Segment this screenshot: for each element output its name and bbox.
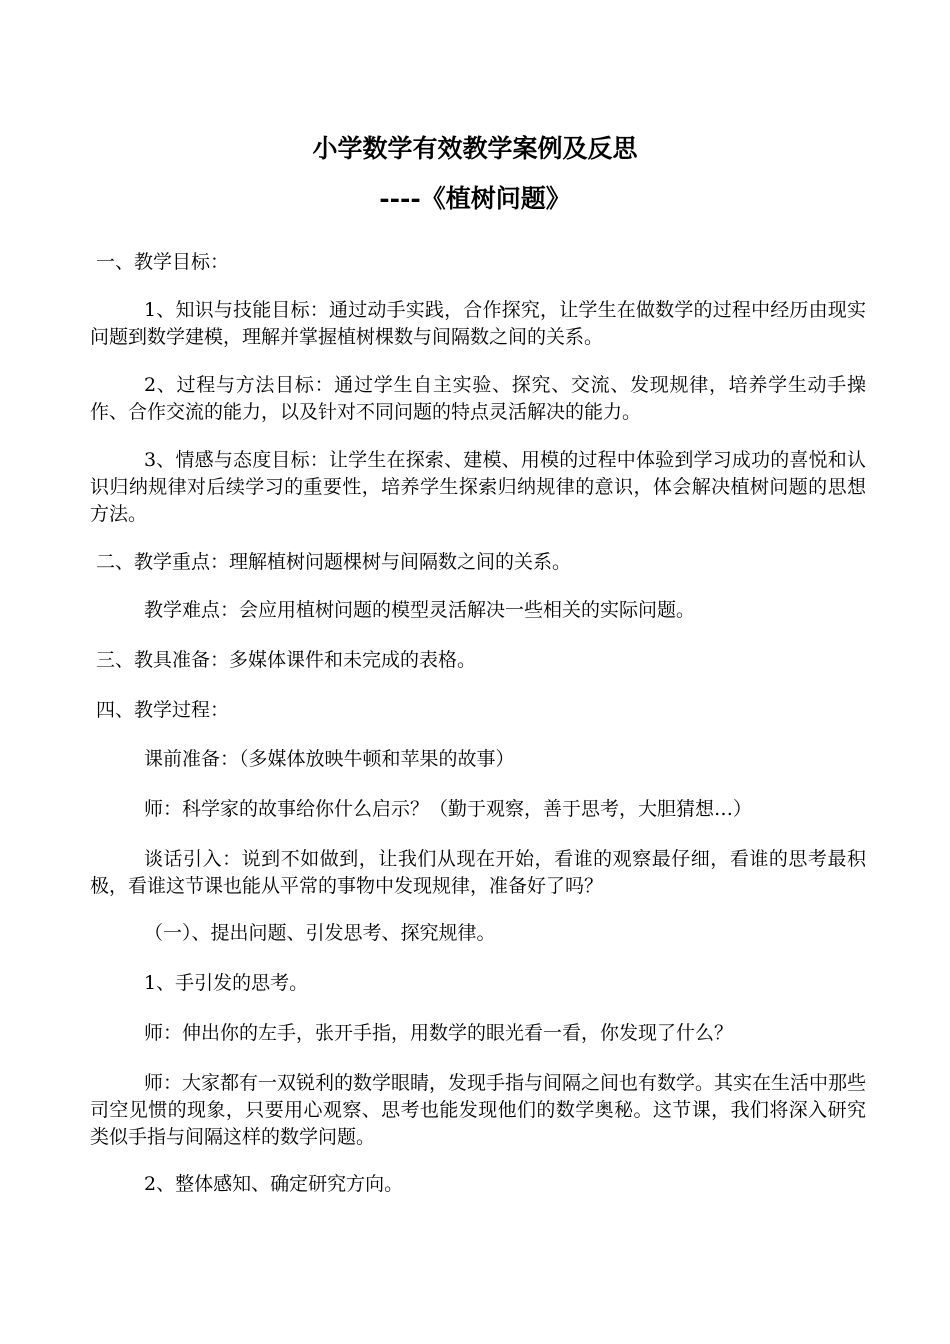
paragraph-knowledge-goal: 1、知识与技能目标：通过动手实践，合作探究，让学生在做数学的过程中经历由现实问题到数学建模，理解并掌握植树棵数与间隔数之间的关系。 — [90, 299, 866, 348]
paragraph-process-goal: 2、过程与方法目标：通过学生自主实验、探究、交流、发现规律，培养学生动手操作、合作交流的能力，以及针对不同问题的特点灵活解决的能力。 — [90, 374, 866, 423]
paragraph-attitude-goal: 3、情感与态度目标：让学生在探索、建模、用模的过程中体验到学习成功的喜悦和认识归纳规律对后续学习的重要性，培养学生探索归纳规律的意识，体会解决植树问题的思想方法。 — [90, 449, 866, 525]
section-heading-goals: 一、教学目标： — [96, 251, 230, 273]
paragraph-part-one: （一）、提出问题、引发思考、探究规律。 — [144, 922, 496, 944]
paragraph-teacher-explanation: 师：大家都有一双锐利的数学眼睛，发现手指与间隔之间也有数学。其实在生活中那些司空见惯的现象，只要用心观察、思考也能发现他们的数学奥秘。这节课，我们将深入研究类似手指与间隔这样的数学问题。 — [90, 1072, 867, 1148]
document-title: 小学数学有效教学案例及反思 — [312, 134, 638, 163]
paragraph-teacher-hand: 师：伸出你的左手，张开手指，用数学的眼光看一看，你发现了什么？ — [144, 1022, 734, 1044]
paragraph-hand-thinking: 1、手引发的思考。 — [144, 972, 309, 994]
paragraph-preparation: 课前准备：（多媒体放映牛顿和苹果的故事） — [144, 748, 515, 770]
section-heading-process: 四、教学过程： — [96, 699, 230, 721]
section-heading-materials: 三、教具准备：多媒体课件和未完成的表格。 — [96, 649, 477, 671]
document-subtitle: ----《植树问题》 — [379, 184, 571, 213]
paragraph-difficulty: 教学难点：会应用植树问题的模型灵活解决一些相关的实际问题。 — [144, 599, 696, 621]
section-heading-key-point: 二、教学重点：理解植树问题棵树与间隔数之间的关系。 — [96, 551, 572, 573]
paragraph-teacher-question: 师：科学家的故事给你什么启示？（勤于观察，善于思考，大胆猜想…） — [144, 798, 753, 820]
paragraph-introduction: 谈话引入：说到不如做到，让我们从现在开始，看谁的观察最仔细，看谁的思考最积极，看谁这节课也能从平常的事物中发现规律，准备好了吗？ — [90, 848, 866, 897]
paragraph-overall-perception: 2、整体感知、确定研究方向。 — [144, 1173, 404, 1195]
